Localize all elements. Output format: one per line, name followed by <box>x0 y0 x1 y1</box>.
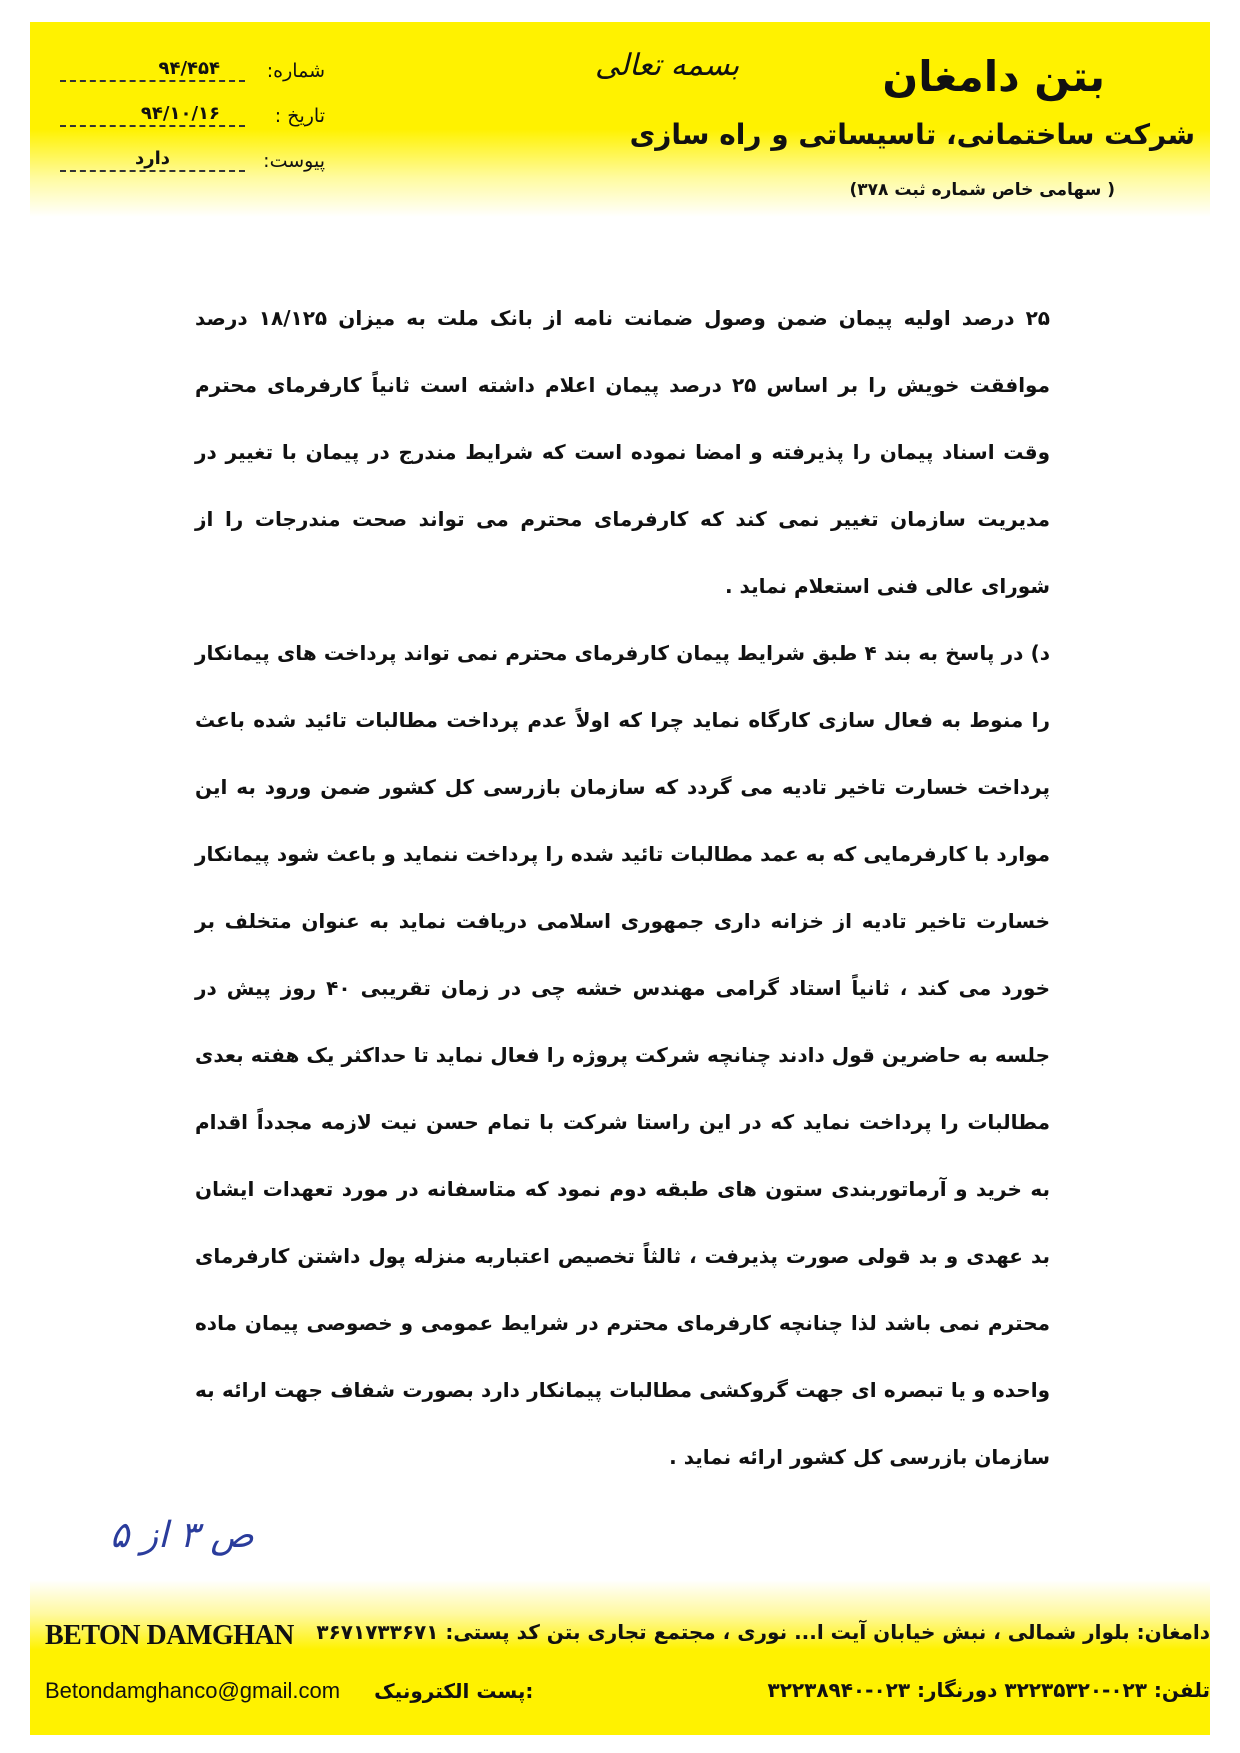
letter-date-value: ۹۴/۱۰/۱۶ <box>140 103 220 124</box>
letter-number-value: ۹۴/۴۵۴ <box>158 58 220 79</box>
attachment-label: پیوست: <box>263 150 325 172</box>
dotted-line <box>60 125 245 127</box>
letter-number-field <box>60 60 325 86</box>
invocation: بسمه تعالی <box>595 48 740 83</box>
footer-band <box>30 1580 1210 1735</box>
letter-number-label: شماره: <box>266 60 325 82</box>
letter-date-label: تاریخ : <box>274 105 325 127</box>
paragraph: ۲۵ درصد اولیه پیمان ضمن وصول ضمانت نامه از بانک ملت به میزان ۱۸/۱۲۵ درصد موافقت خویش را بر اساس ۲۵ درصد پیمان اعلام داشته است ثانیاً کارفرمای محترم وقت اسناد پیمان را پذیرفته و امضا نموده است که شرایط مندرج در پیمان با تغییر در مدیریت سازمان تغییر نمی کند که کارفرمای محترم می تواند صحت مندرجات را از شورای عالی فنی استعلام نماید . <box>195 306 1050 598</box>
email-label: پست الکترونیک: <box>374 1679 534 1703</box>
email-address: Betondamghanco@gmail.com <box>45 1678 341 1703</box>
company-name: بتن دامغان <box>882 52 1105 101</box>
dotted-line <box>60 170 245 172</box>
company-type: شرکت ساختمانی، تاسیساتی و راه سازی <box>629 118 1195 151</box>
footer-brand: BETON DAMGHAN <box>45 1620 294 1651</box>
letter-body <box>195 285 1050 1491</box>
handwritten-page-note: ص ۳ از ۵ <box>110 1515 254 1556</box>
dotted-line <box>60 80 245 82</box>
paragraph: د) در پاسخ به بند ۴ طبق شرایط پیمان کارفرمای محترم نمی تواند پرداخت های پیمانکار را منوط به فعال سازی کارگاه نماید چرا که اولاً عدم پرداخت مطالبات تائید شده باعث پرداخت خسارت تاخیر تادیه می گردد که سازمان بازرسی کل کشور ضمن ورود به این موارد با کارفرمایی که به عمد مطالبات تائید شده را پرداخت ننماید و باعث شود پیمانکار خسارت تاخیر تادیه از خزانه داری جمهوری اسلامی دریافت نماید به عنوان متخلف بر خورد می کند ، ثانیاً استاد گرامی مهندس خشه چی در زمان تقریبی ۴۰ روز پیش در جلسه به حاضرین قول دادند چنانچه شرکت پروژه را فعال نماید تا حداکثر یک هفته بعدی مطالبات را پرداخت نماید که در این راستا شرکت با تمام حسن نیت لازمه مجدداً اقدام به خرید و آرماتوربندی ستون های طبقه دوم نمود که متاسفانه در مورد تعهدات ایشان بد عهدی و بد قولی صورت پذیرفت ، ثالثاً تخصیص اعتباربه منزله پول داشتن کارفرمای محترم نمی باشد لذا چنانچه کارفرمای محترم در شرایط عمومی و خصوصی پیمان ماده واحده و یا تبصره ای جهت گروکشی مطالبات پیمانکار دارد بصورت شفاف جهت ارائه به سازمان بازرسی کل کشور ارائه نماید . <box>195 641 1050 1469</box>
letter-date-field <box>60 105 325 131</box>
attachment-value: دارد <box>134 148 170 169</box>
company-registration: ( سهامی خاص شماره ثبت ۳۷۸) <box>849 180 1115 200</box>
attachment-field <box>60 150 325 176</box>
footer-phone: تلفن: ۰۲۳-۳۲۲۳۵۳۲۰ دورنگار: ۰۲۳-۳۲۲۳۸۹۴۰ <box>767 1678 1210 1702</box>
footer-email-row <box>45 1678 533 1704</box>
footer-address: دامغان: بلوار شمالی ، نبش خیابان آیت ا... نوری ، مجتمع تجاری بتن کد پستی: ۳۶۷۱۷۳۳۶۷۱ <box>316 1620 1210 1644</box>
